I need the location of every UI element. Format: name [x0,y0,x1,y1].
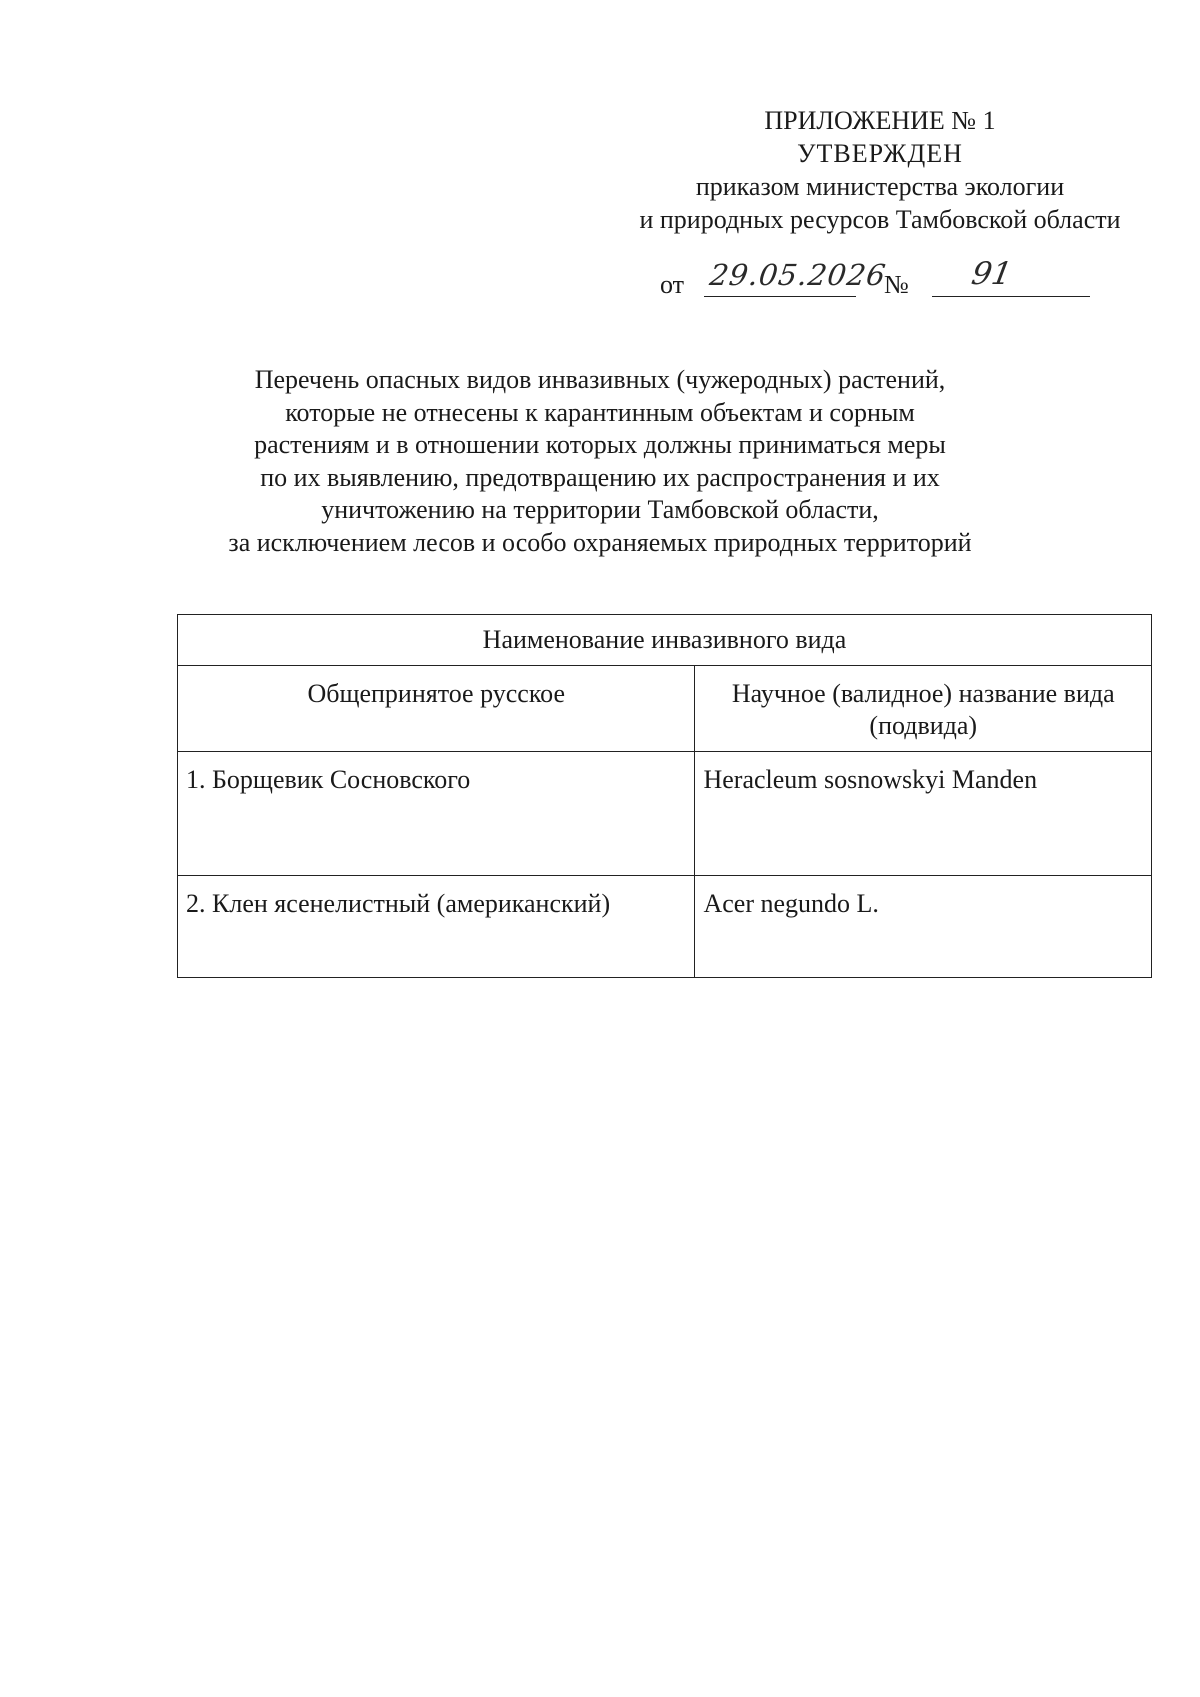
order-number-handwritten: 91 [968,256,1015,292]
title-line: уничтожению на территории Тамбовской области, [321,495,879,525]
title-line: по их выявлению, предотвращению их распространения и их [260,462,940,492]
table-row [178,876,1152,978]
cell-russian-name: 1. Борщевик Сосновского [178,752,695,876]
approval-block [600,104,1160,236]
title-line: за исключением лесов и особо охраняемых природных территорий [228,527,972,557]
table-subheader-row [178,666,1152,752]
order-date-handwritten: 29.05.2026 [707,258,889,292]
title-line: растениям и в отношении которых должны приниматься меры [254,430,946,460]
from-label: от [660,270,685,299]
approval-authority-line1: приказом министерства экологии [695,172,1065,201]
cell-scientific-name: Acer negundo L. [695,876,1152,978]
order-reference [660,256,1090,302]
invasive-species-table [177,614,1152,978]
approval-authority-line2: и природных ресурсов Тамбовской области [639,205,1121,234]
table-header-main: Наименование инвазивного вида [178,615,1152,666]
document-title [160,364,1040,560]
order-date-field [704,258,889,297]
column-header-scientific [695,666,1152,752]
table-header-row [178,615,1152,666]
column-header-russian: Общепринятое русское [178,666,695,752]
column-header-scientific-line2: (подвида) [869,711,978,740]
column-header-scientific-line1: Научное (валидное) название вида [731,679,1115,708]
order-number-field [932,256,1090,297]
approved-label: УТВЕРЖДЕН [797,139,963,168]
title-line: Перечень опасных видов инвазивных (чужеродных) растений, [254,365,946,394]
appendix-number: ПРИЛОЖЕНИЕ № 1 [764,106,996,135]
number-label: № [884,270,909,299]
cell-russian-name: 2. Клен ясенелистный (американский) [178,876,695,978]
title-line: которые не отнесены к карантинным объектам и сорным [285,397,915,427]
table-row [178,752,1152,876]
cell-scientific-name: Heracleum sosnowskyi Manden [695,752,1152,876]
